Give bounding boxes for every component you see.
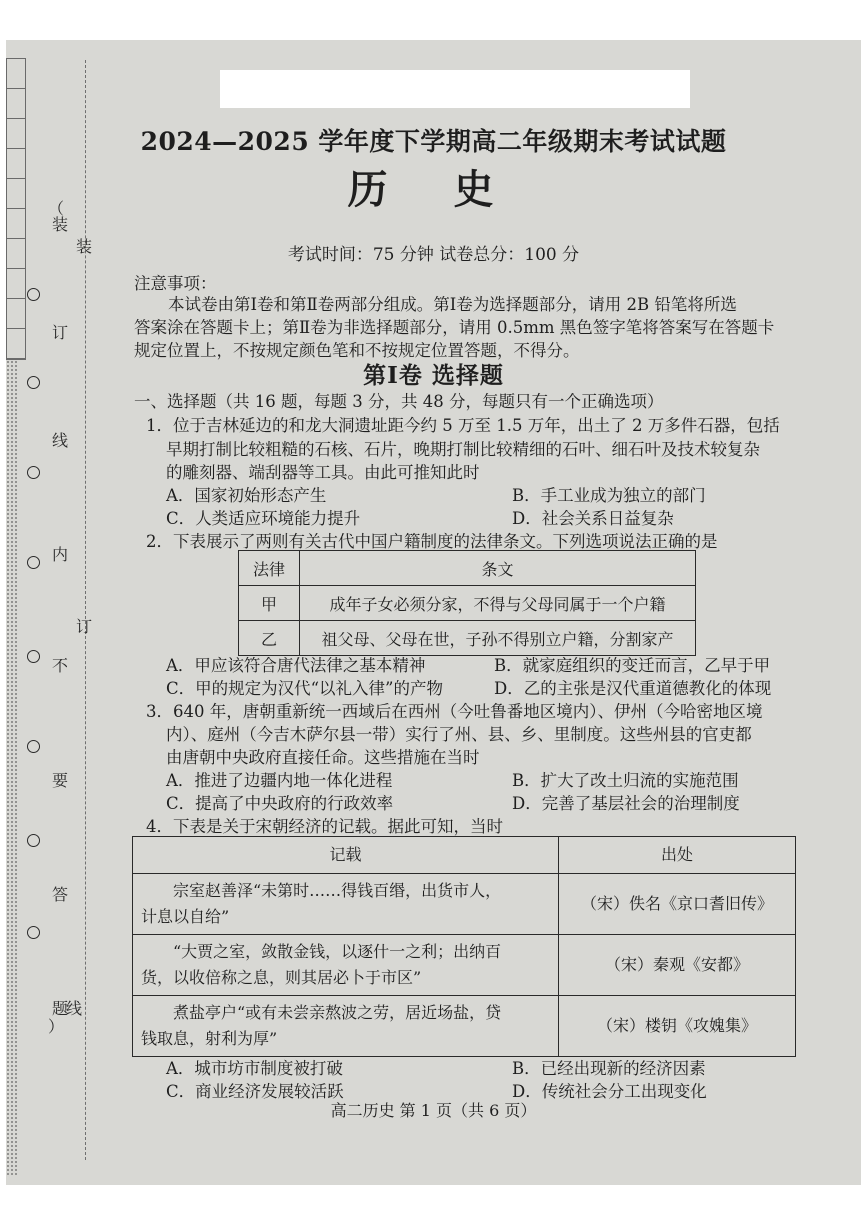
exam-title: 2024—2025 学年度下学期高二年级期末考试试题 (140, 127, 727, 156)
option-c: C．商业经济发展较活跃 (166, 1082, 344, 1101)
option-a: A．甲应该符合唐代法律之基本精神 (166, 656, 426, 675)
option-a: A．国家初始形态产生 (166, 486, 327, 505)
record-line: 宗室赵善泽“未第时……得钱百缗，出货市人， (173, 881, 502, 900)
binding-hole (27, 834, 40, 847)
table-header: 条文 (300, 551, 696, 586)
margin-char: 线 (66, 999, 83, 1018)
margin-char: 不 (52, 656, 69, 675)
song-economy-table (132, 836, 796, 1057)
question-2-stem: 2．下表展示了两则有关古代中国户籍制度的法律条文。下列选项说法正确的是 (146, 532, 718, 551)
option-b: B．手工业成为独立的部门 (512, 486, 706, 505)
notice-line: 本试卷由第Ⅰ卷和第Ⅱ卷两部分组成。第Ⅰ卷为选择题部分，请用 2B 铅笔将所选 (168, 295, 737, 314)
option-c: C．提高了中央政府的行政效率 (166, 794, 394, 813)
margin-char: （ (48, 199, 65, 218)
table-cell (133, 935, 559, 996)
table-row (133, 874, 796, 935)
table-header: 记载 (133, 837, 559, 874)
binding-hole (27, 556, 40, 569)
table-cell: 乙 (239, 621, 300, 656)
table-cell (133, 874, 559, 935)
margin-char: 线 (52, 431, 69, 450)
question-1-line: 1．位于吉林延边的和龙大洞遗址距今约 5 万至 1.5 万年，出土了 2 万多件石器，包括 (146, 416, 780, 435)
table-cell: 甲 (239, 586, 300, 621)
margin-char: 要 (52, 771, 69, 790)
redacted-area (220, 70, 690, 108)
notice-heading: 注意事项： (134, 274, 217, 293)
table-row (239, 586, 696, 621)
option-a: A．推进了边疆内地一体化进程 (166, 771, 393, 790)
table-cell: （宋）秦观《安都》 (559, 935, 796, 996)
margin-char: 装 (76, 237, 93, 256)
record-line: 钱取息，射利为厚” (141, 1029, 278, 1048)
binding-hole (27, 740, 40, 753)
option-d: D．乙的主张是汉代重道德教化的体现 (494, 679, 772, 698)
table-cell: （宋）楼钥《攻媿集》 (559, 996, 796, 1057)
notice-line: 规定位置上，不按规定颜色笔和不按规定位置答题，不得分。 (134, 341, 580, 360)
margin-char: 订 (52, 323, 69, 342)
option-d: D．传统社会分工出现变化 (512, 1082, 707, 1101)
option-d: D．完善了基层社会的治理制度 (512, 794, 740, 813)
option-b: B．已经出现新的经济因素 (512, 1059, 706, 1078)
record-line: 煮盐亭户“或有未尝亲熬波之劳，居近场盐，贷 (173, 1003, 502, 1022)
question-1-line: 早期打制比较粗糙的石核、石片，晚期打制比较精细的石叶、细石叶及技术较复杂 (166, 440, 760, 459)
question-1-line: 的雕刻器、端刮器等工具。由此可推知此时 (166, 463, 480, 482)
question-4-stem: 4．下表是关于宋朝经济的记载。据此可知，当时 (146, 817, 503, 836)
exam-info: 考试时间：75 分钟 试卷总分：100 分 (287, 245, 580, 265)
margin-char: 答 (52, 885, 69, 904)
law-table (238, 550, 696, 656)
table-row (133, 935, 796, 996)
margin-char: 订 (76, 617, 93, 636)
question-3-line: 内）、庭州（今吉木萨尔县一带）实行了州、县、乡、里制度。这些州县的官吏都 (166, 725, 752, 744)
option-c: C．人类适应环境能力提升 (166, 509, 361, 528)
notice-line: 答案涂在答题卡上；第Ⅱ卷为非选择题部分，请用 0.5mm 黑色签字笔将答案写在答题卡 (134, 318, 775, 337)
binding-hole (27, 650, 40, 663)
table-header: 出处 (559, 837, 796, 874)
record-line: “大贾之室，敛散金钱，以逐什一之利；出纳百 (173, 942, 502, 961)
record-line: 货，以收倍称之息，则其居必卜于市区” (141, 968, 422, 987)
table-row (239, 621, 696, 656)
question-3-line: 3．640 年，唐朝重新统一西域后在西州（今吐鲁番地区境内）、伊州（今哈密地区境 (146, 702, 763, 721)
binding-line (85, 60, 86, 1160)
page-footer: 高二历史 第 1 页（共 6 页） (330, 1101, 537, 1120)
binding-hole (27, 926, 40, 939)
dotted-strip (6, 360, 18, 1175)
table-row (133, 996, 796, 1057)
table-cell: 祖父母、父母在世，子孙不得别立户籍，分割家产 (300, 621, 696, 656)
margin-char: 题 (52, 999, 69, 1018)
question-3-line: 由唐朝中央政府直接任命。这些措施在当时 (166, 748, 480, 767)
binding-hole (27, 288, 40, 301)
option-d: D．社会关系日益复杂 (512, 509, 674, 528)
section-title: 第Ⅰ卷 选择题 (363, 362, 504, 389)
option-b: B．扩大了改土归流的实施范围 (512, 771, 739, 790)
table-cell: 成年子女必须分家，不得与父母同属于一个户籍 (300, 586, 696, 621)
margin-char: 内 (52, 545, 69, 564)
table-header: 法律 (239, 551, 300, 586)
margin-char: 装 (52, 215, 69, 234)
option-b: B．就家庭组织的变迁而言，乙早于甲 (494, 656, 771, 675)
table-cell: （宋）佚名《京口耆旧传》 (559, 874, 796, 935)
subject-title: 历 史 (347, 166, 520, 213)
binding-hole (27, 466, 40, 479)
record-line: 计息以自给” (141, 907, 230, 926)
section-instructions: 一、选择题（共 16 题，每题 3 分，共 48 分，每题只有一个正确选项） (134, 392, 664, 411)
option-a: A．城市坊市制度被打破 (166, 1059, 343, 1078)
margin-char: ） (48, 1017, 65, 1036)
option-c: C．甲的规定为汉代“以礼入律”的产物 (166, 679, 443, 698)
table-cell (133, 996, 559, 1057)
